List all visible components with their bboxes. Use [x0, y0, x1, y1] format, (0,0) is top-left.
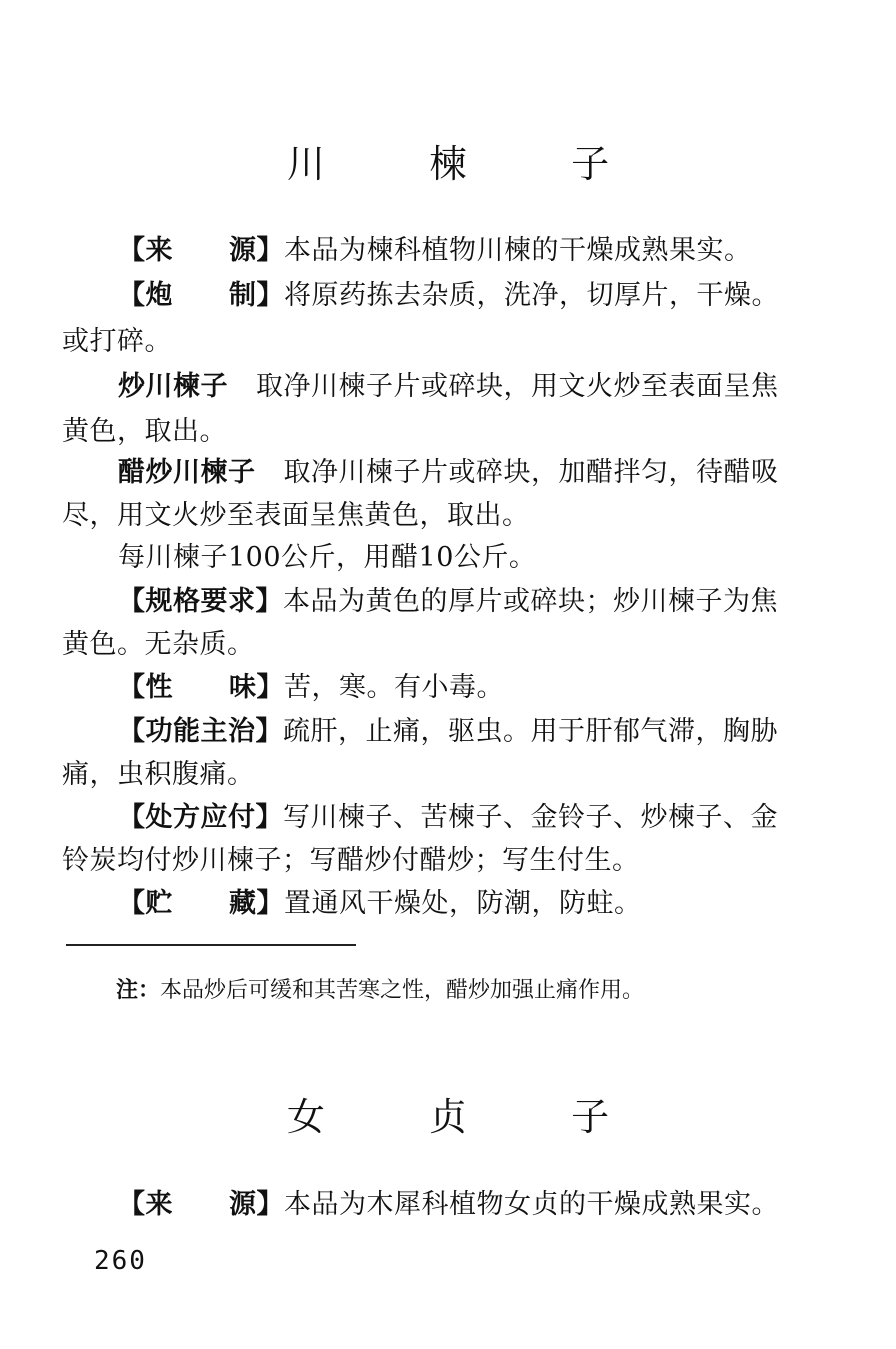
entry-prescription — [118, 798, 822, 838]
function-text-line-2: 痛，虫积腹痛。 — [62, 759, 255, 790]
footnote-text: 本品炒后可缓和其苦寒之性，醋炒加强止痛作用。 — [160, 978, 645, 1003]
footnote — [116, 974, 644, 1008]
prescription-text-line-1: 写川楝子、苦楝子、金铃子、炒楝子、金 — [283, 802, 778, 833]
label-storage-b: 藏】 — [229, 888, 284, 919]
prescription-text-line-2: 铃炭均付炒川楝子；写醋炒付醋炒；写生付生。 — [62, 845, 640, 876]
entry-source — [118, 231, 822, 271]
page-number: 260 — [94, 1246, 147, 1276]
label-prescription: 【处方应付】 — [118, 802, 283, 833]
property-text: 苦，寒。有小毒。 — [284, 672, 504, 703]
label-property-b: 味】 — [229, 672, 284, 703]
label-source-a: 【来 — [118, 235, 173, 266]
label-storage-a: 【贮 — [118, 888, 173, 919]
method-fried-text-line-1: 取净川楝子片或碎块，用文火炒至表面呈焦 — [256, 371, 779, 402]
label-processing-b: 制】 — [229, 280, 284, 311]
entry-source-nvzhenzi — [118, 1185, 822, 1225]
entry-storage — [118, 884, 822, 924]
method-vinegar-name: 醋炒川楝子 — [118, 457, 256, 488]
label-source-a: 【来 — [118, 1189, 173, 1220]
source-text: 本品为楝科植物川楝的干燥成熟果实。 — [284, 235, 752, 266]
label-function: 【功能主治】 — [118, 716, 283, 747]
label-source-b: 源】 — [229, 1189, 284, 1220]
source-text-nvzhenzi: 本品为木犀科植物女贞的干燥成熟果实。 — [284, 1189, 779, 1220]
specification-text-line-1: 本品为黄色的厚片或碎块；炒川楝子为焦 — [283, 586, 778, 617]
label-source-b: 源】 — [229, 235, 284, 266]
entry-method-vinegar — [118, 453, 822, 493]
entry-method-fried — [118, 367, 822, 407]
processing-text-line-2: 或打碎。 — [62, 326, 172, 357]
entry-processing — [118, 276, 822, 316]
method-vinegar-text-line-2: 尽，用文火炒至表面呈焦黄色，取出。 — [62, 500, 530, 531]
label-property-a: 【性 — [118, 672, 173, 703]
label-processing-a: 【炮 — [118, 280, 173, 311]
footnote-divider — [66, 944, 356, 946]
section-title-nvzhenzi: 女 贞 子 — [286, 1095, 656, 1139]
method-fried-text-line-2: 黄色，取出。 — [62, 416, 227, 447]
method-vinegar-text-line-1: 取净川楝子片或碎块，加醋拌匀，待醋吸 — [283, 457, 779, 488]
footnote-label: 注： — [116, 978, 161, 1003]
specification-text-line-2: 黄色。无杂质。 — [62, 629, 255, 660]
processing-text-line-1: 将原药拣去杂质，洗净，切厚片，干燥。 — [284, 280, 779, 311]
entry-specification — [118, 582, 822, 622]
entry-function — [118, 712, 822, 752]
entry-property — [118, 668, 822, 708]
vinegar-ratio: 每川楝子100公斤，用醋10公斤。 — [118, 542, 537, 573]
function-text-line-1: 疏肝，止痛，驱虫。用于肝郁气滞，胸胁 — [283, 716, 778, 747]
section-title-chuanlianzi: 川 楝 子 — [286, 142, 656, 186]
label-specification: 【规格要求】 — [118, 586, 283, 617]
storage-text: 置通风干燥处，防潮，防蛀。 — [284, 888, 642, 919]
method-fried-name: 炒川楝子 — [118, 371, 228, 402]
